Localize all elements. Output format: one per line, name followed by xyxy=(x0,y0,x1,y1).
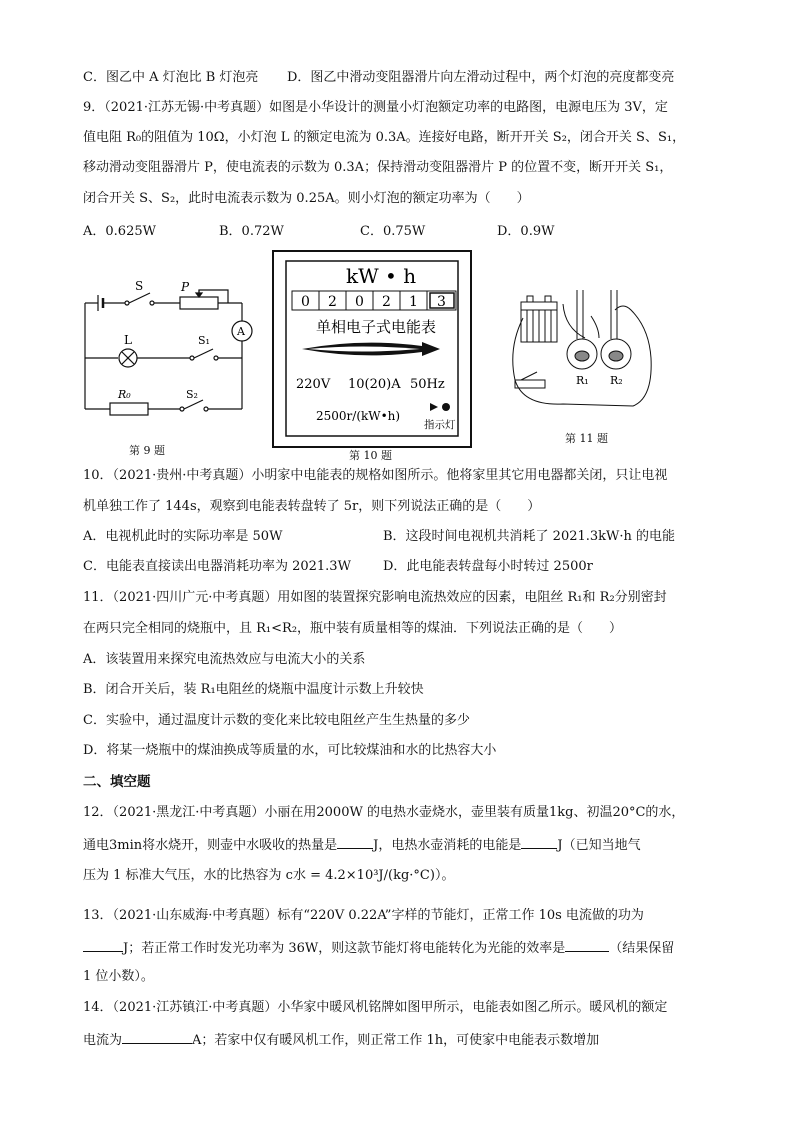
q13-stem-line-1: 13．（2021·山东威海·中考真题）标有“220V 0.22A”字样的节能灯，正常工作 10s 电流做的功为 xyxy=(83,908,644,923)
q10-stem-line-2: 机单独工作了 144s，观察到电能表转盘转了 5r，则下列说法正确的是（ ） xyxy=(83,499,541,514)
q14-stem-line-1: 14．（2021·江苏镇江·中考真题）小华家中暖风机铭牌如图甲所示，电能表如图乙所示。暖风机的额定 xyxy=(83,1000,668,1015)
figure-9-circuit xyxy=(80,278,265,440)
fig10-voltage: 220V xyxy=(296,377,331,392)
q10-option-a: A．电视机此时的实际功率是 50W xyxy=(83,529,283,544)
q9-stem-line-4: 闭合开关 S、S₂，此时电流表示数为 0.25A。则小灯泡的额定功率为（ ） xyxy=(83,191,530,206)
fig9-label-s2: S₂ xyxy=(186,388,198,401)
fig9-label-l: L xyxy=(124,333,132,347)
q9-option-b: B．0.72W xyxy=(219,224,284,239)
q10-option-b: B．这段时间电视机共消耗了 2021.3kW·h 的电能 xyxy=(383,529,676,544)
figure-10-meter xyxy=(272,250,472,448)
fig10-constant: 2500r/(kW•h) xyxy=(316,409,401,423)
q9-stem-line-3: 移动滑动变阻器滑片 P，使电流表的示数为 0.3A；保持滑动变阻器滑片 P 的位置不变，断开开关 S₁， xyxy=(83,160,673,175)
fig10-digit-4: 2 xyxy=(382,294,391,310)
q13-answer-blank-2[interactable] xyxy=(565,937,609,952)
fig10-frequency: 50Hz xyxy=(410,377,445,392)
fig10-digit-3: 0 xyxy=(355,294,364,310)
q14-text-b: A；若家中仅有暖风机工作，则正常工作 1h，可使家中电能表示数增加 xyxy=(192,1033,600,1048)
q9-stem-line-2: 值电阻 R₀的阻值为 10Ω，小灯泡 L 的额定电流为 0.3A。连接好电路，断开开关 S₂，闭合开关 S、S₁， xyxy=(83,130,686,145)
fig10-digit-6: 3 xyxy=(437,294,446,310)
q13-answer-blank-1[interactable] xyxy=(83,937,123,952)
q8-option-c: C．图乙中 A 灯泡比 B 灯泡亮 xyxy=(83,70,259,85)
section-heading-fill-in: 二、填空题 xyxy=(83,774,151,790)
q13-text-a: J；若正常工作时发光功率为 36W，则这款节能灯将电能转化为光能的效率是 xyxy=(123,941,566,956)
q13-stem-line-3: 1 位小数）。 xyxy=(83,969,154,984)
fig9-label-s: S xyxy=(135,279,144,293)
q13-stem-line-2 xyxy=(83,937,674,959)
q10-option-c: C．电能表直接读出电器消耗功率为 2021.3W xyxy=(83,559,351,574)
q9-option-d: D．0.9W xyxy=(497,224,555,239)
q12-text-c: J（已知当地气 xyxy=(557,838,641,853)
fig9-label-s1: S₁ xyxy=(198,334,210,347)
fig11-label-r2: R₂ xyxy=(610,374,623,387)
figure-11-apparatus xyxy=(503,288,661,416)
q12-stem-line-3: 压为 1 标准大气压，水的比热容为 c水 = 4.2×10³J/(kg·°C)）。 xyxy=(83,868,455,883)
q12-stem-line-2 xyxy=(83,834,641,856)
fig9-label-r0: R₀ xyxy=(118,388,131,401)
q11-option-a: A．该装置用来探究电流热效应与电流大小的关系 xyxy=(83,652,366,667)
fig10-name: 单相电子式电能表 xyxy=(316,318,437,336)
figure-10-caption: 第 10 题 xyxy=(349,449,392,462)
q11-option-c: C．实验中，通过温度计示数的变化来比较电阻丝产生生热量的多少 xyxy=(83,713,470,728)
q11-stem-line-2: 在两只完全相同的烧瓶中，且 R₁<R₂，瓶中装有质量相等的煤油．下列说法正确的是（ ） xyxy=(83,621,623,636)
q12-stem-line-1: 12．（2021·黑龙江·中考真题）小丽在用2000W 的电热水壶烧水，壶里装有质量1kg、初温20°C的水， xyxy=(83,805,685,820)
q10-stem-line-1: 10．（2021·贵州·中考真题）小明家中电能表的规格如图所示。他将家里其它用电器都关闭，只让电视 xyxy=(83,468,668,483)
q10-option-d: D．此电能表转盘每小时转过 2500r xyxy=(383,559,593,574)
q9-option-a: A．0.625W xyxy=(83,224,156,239)
fig9-label-a: A xyxy=(237,325,245,338)
q14-text-a: 电流为 xyxy=(83,1033,123,1048)
fig10-digit-1: 0 xyxy=(301,294,310,310)
fig10-current: 10(20)A xyxy=(348,377,401,392)
fig10-indicator-label: 指示灯 xyxy=(424,419,456,431)
q9-stem-line-1: 9．（2021·江苏无锡·中考真题）如图是小华设计的测量小灯泡额定功率的电路图，电源电压为 3V，定 xyxy=(83,100,668,115)
q14-answer-blank-1[interactable] xyxy=(122,1029,192,1044)
fig10-digit-2: 2 xyxy=(328,294,337,310)
q11-option-b: B．闭合开关后，装 R₁电阻丝的烧瓶中温度计示数上升较快 xyxy=(83,682,424,697)
indicator-light-icon xyxy=(442,403,450,411)
q11-stem-line-1: 11．（2021·四川广元·中考真题）用如图的装置探究影响电流热效应的因素，电阻丝 R₁和 R₂分别密封 xyxy=(83,590,667,605)
q14-stem-line-2 xyxy=(83,1029,599,1051)
figure-9-caption: 第 9 题 xyxy=(129,444,165,457)
q13-text-b: （结果保留 xyxy=(609,941,675,956)
q8-option-d: D．图乙中滑动变阻器滑片向左滑动过程中，两个灯泡的亮度都变亮 xyxy=(287,70,675,85)
fig9-label-p: P xyxy=(181,280,190,294)
figure-11-caption: 第 11 题 xyxy=(565,432,608,445)
fig10-unit: kW • h xyxy=(346,264,417,288)
q9-option-c: C．0.75W xyxy=(360,224,426,239)
q12-text-b: J，电热水壶消耗的电能是 xyxy=(373,838,522,853)
q12-text-a: 通电3min将水烧开，则壶中水吸收的热量是 xyxy=(83,838,338,853)
q12-answer-blank-1[interactable] xyxy=(337,834,373,849)
q12-answer-blank-2[interactable] xyxy=(521,834,557,849)
fig10-digit-5: 1 xyxy=(409,294,418,310)
fig11-label-r1: R₁ xyxy=(576,374,589,387)
q11-option-d: D．将某一烧瓶中的煤油换成等质量的水，可比较煤油和水的比热容大小 xyxy=(83,743,497,758)
